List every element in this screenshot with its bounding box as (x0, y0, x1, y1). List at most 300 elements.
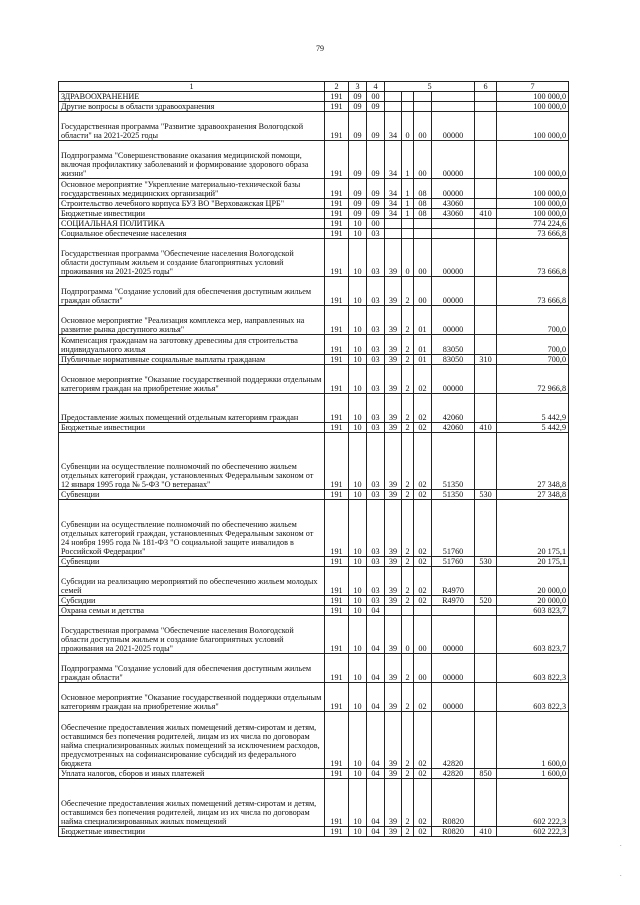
cell-ministry: 191 (325, 616, 349, 654)
cell-program: 39 (385, 335, 402, 355)
cell-name: Субвенции на осуществление полномочий по обеспечению жильем отдельных категорий граждан, установленных Федеральным законом от 12 января 1995 года № 5-ФЗ "О ветеранах" (59, 433, 325, 490)
cell-program: 39 (385, 712, 402, 769)
cell-program: 39 (385, 769, 402, 779)
cell-section: 10 (349, 490, 367, 500)
cell-direction: 00000 (432, 616, 475, 654)
cell-subprogram: 2 (402, 596, 414, 606)
table-row (59, 219, 569, 229)
cell-section: 09 (349, 92, 367, 102)
cell-program: 39 (385, 616, 402, 654)
cell-amount: 100 000,0 (497, 179, 569, 199)
cell-expense-type: 530 (475, 490, 497, 500)
cell-subsection: 03 (367, 277, 385, 306)
cell-subsection: 04 (367, 683, 385, 712)
cell-event: 00 (414, 654, 432, 683)
cell-event: 02 (414, 596, 432, 606)
cell-name: Основное мероприятие "Реализация комплекса мер, направленных на развитие рынка доступного жилья" (59, 306, 325, 335)
cell-amount: 603 822,3 (497, 683, 569, 712)
cell-section: 10 (349, 616, 367, 654)
cell-name: Подпрограмма "Создание условий для обеспечения доступным жильем граждан области" (59, 277, 325, 306)
table-row (59, 490, 569, 500)
cell-section: 10 (349, 683, 367, 712)
cell-name: Подпрограмма "Совершенствование оказания медицинской помощи, включая профилактику заболеваний и формирование здорового образа жизни" (59, 141, 325, 179)
cell-ministry: 191 (325, 209, 349, 219)
header-cell-expense-type: 6 (475, 82, 497, 92)
cell-event: 02 (414, 557, 432, 567)
cell-direction: 42820 (432, 769, 475, 779)
cell-event: 02 (414, 433, 432, 490)
cell-direction: 00000 (432, 306, 475, 335)
cell-event: 08 (414, 199, 432, 209)
cell-subsection: 03 (367, 433, 385, 490)
cell-name: Субвенции (59, 557, 325, 567)
cell-expense-type (475, 654, 497, 683)
cell-ministry: 191 (325, 394, 349, 423)
cell-direction: 42060 (432, 423, 475, 433)
cell-event: 02 (414, 500, 432, 557)
cell-expense-type (475, 229, 497, 239)
cell-program: 39 (385, 779, 402, 827)
cell-ministry: 191 (325, 365, 349, 394)
cell-amount: 700,0 (497, 335, 569, 355)
cell-subprogram: 2 (402, 335, 414, 355)
cell-subprogram: 2 (402, 277, 414, 306)
cell-section: 10 (349, 229, 367, 239)
table-row (59, 229, 569, 239)
cell-subsection: 03 (367, 365, 385, 394)
cell-subprogram: 2 (402, 423, 414, 433)
cell-section: 10 (349, 423, 367, 433)
cell-amount: 700,0 (497, 306, 569, 335)
cell-expense-type (475, 179, 497, 199)
cell-subprogram (402, 102, 414, 112)
cell-direction: R4970 (432, 596, 475, 606)
cell-name: Субвенции (59, 490, 325, 500)
cell-program: 39 (385, 557, 402, 567)
cell-direction: 42060 (432, 394, 475, 423)
cell-amount: 73 666,8 (497, 229, 569, 239)
cell-direction: R4970 (432, 567, 475, 596)
header-cell-target-article: 5 (385, 82, 475, 92)
cell-expense-type: 850 (475, 769, 497, 779)
cell-direction: 00000 (432, 654, 475, 683)
cell-expense-type: 520 (475, 596, 497, 606)
cell-subsection: 03 (367, 423, 385, 433)
cell-subsection: 03 (367, 355, 385, 365)
cell-event: 02 (414, 365, 432, 394)
cell-event: 00 (414, 112, 432, 141)
cell-subprogram: 1 (402, 209, 414, 219)
table-row (59, 112, 569, 141)
cell-amount: 602 222,3 (497, 827, 569, 837)
cell-direction: 43060 (432, 209, 475, 219)
cell-expense-type: 530 (475, 557, 497, 567)
cell-subsection: 09 (367, 102, 385, 112)
cell-amount: 603 823,7 (497, 616, 569, 654)
margin-marks: · · (619, 842, 622, 880)
cell-event (414, 229, 432, 239)
cell-name: Компенсация гражданам на заготовку древесины для строительства индивидуального жилья (59, 335, 325, 355)
cell-section: 10 (349, 433, 367, 490)
cell-subsection: 04 (367, 712, 385, 769)
cell-expense-type (475, 500, 497, 557)
cell-event (414, 606, 432, 616)
cell-name: Обеспечение предоставления жилых помещений детям-сиротам и детям, оставшимся без попечения родителей, лицам из их числа по договорам найма специализированных жилых помещений за исключением расходов, предусмотренных на софинансирование субсидий из федерального бюджета (59, 712, 325, 769)
cell-amount: 27 348,8 (497, 433, 569, 490)
cell-section: 09 (349, 112, 367, 141)
cell-subprogram (402, 229, 414, 239)
table-row (59, 277, 569, 306)
cell-program: 39 (385, 394, 402, 423)
cell-subsection: 09 (367, 112, 385, 141)
cell-amount: 100 000,0 (497, 199, 569, 209)
cell-direction: 00000 (432, 365, 475, 394)
table-header-row (59, 82, 569, 92)
cell-amount: 100 000,0 (497, 92, 569, 102)
cell-direction: 00000 (432, 141, 475, 179)
cell-subprogram: 2 (402, 712, 414, 769)
cell-ministry: 191 (325, 827, 349, 837)
cell-subsection: 00 (367, 219, 385, 229)
cell-ministry: 191 (325, 92, 349, 102)
cell-ministry: 191 (325, 683, 349, 712)
cell-ministry: 191 (325, 557, 349, 567)
cell-amount: 1 600,0 (497, 712, 569, 769)
table-row (59, 712, 569, 769)
cell-ministry: 191 (325, 355, 349, 365)
cell-section: 10 (349, 596, 367, 606)
cell-amount: 100 000,0 (497, 141, 569, 179)
cell-amount: 5 442,9 (497, 394, 569, 423)
cell-ministry: 191 (325, 596, 349, 606)
cell-program: 39 (385, 596, 402, 606)
cell-section: 10 (349, 606, 367, 616)
cell-amount: 5 442,9 (497, 423, 569, 433)
cell-subsection: 04 (367, 616, 385, 654)
cell-subprogram: 2 (402, 654, 414, 683)
cell-direction: R0820 (432, 827, 475, 837)
cell-amount: 73 666,8 (497, 277, 569, 306)
table-row (59, 769, 569, 779)
cell-subprogram (402, 92, 414, 102)
cell-direction: 42820 (432, 712, 475, 769)
cell-subsection: 03 (367, 306, 385, 335)
cell-event: 08 (414, 209, 432, 219)
cell-direction: R0820 (432, 779, 475, 827)
cell-name: Публичные нормативные социальные выплаты гражданам (59, 355, 325, 365)
cell-subsection: 09 (367, 141, 385, 179)
cell-expense-type (475, 219, 497, 229)
cell-program: 39 (385, 567, 402, 596)
cell-ministry: 191 (325, 606, 349, 616)
cell-subsection: 03 (367, 557, 385, 567)
cell-ministry: 191 (325, 779, 349, 827)
cell-expense-type (475, 616, 497, 654)
cell-section: 10 (349, 355, 367, 365)
cell-ministry: 191 (325, 654, 349, 683)
cell-subprogram: 0 (402, 616, 414, 654)
cell-subprogram: 2 (402, 365, 414, 394)
cell-program: 34 (385, 141, 402, 179)
cell-program (385, 229, 402, 239)
cell-ministry: 191 (325, 500, 349, 557)
cell-subprogram: 1 (402, 199, 414, 209)
header-cell-amount: 7 (497, 82, 569, 92)
table-row (59, 567, 569, 596)
cell-program: 34 (385, 112, 402, 141)
cell-expense-type (475, 239, 497, 277)
cell-expense-type (475, 365, 497, 394)
cell-section: 09 (349, 199, 367, 209)
cell-subprogram (402, 606, 414, 616)
cell-program: 39 (385, 239, 402, 277)
cell-direction: 00000 (432, 239, 475, 277)
cell-program: 39 (385, 365, 402, 394)
cell-section: 10 (349, 239, 367, 277)
cell-event: 00 (414, 239, 432, 277)
cell-ministry: 191 (325, 423, 349, 433)
cell-subprogram: 0 (402, 239, 414, 277)
cell-subsection: 03 (367, 335, 385, 355)
cell-name: Социальное обеспечение населения (59, 229, 325, 239)
cell-subprogram: 2 (402, 779, 414, 827)
cell-ministry: 191 (325, 712, 349, 769)
cell-subprogram: 2 (402, 500, 414, 557)
cell-subprogram: 2 (402, 557, 414, 567)
cell-program: 34 (385, 179, 402, 199)
cell-section: 10 (349, 500, 367, 557)
cell-expense-type (475, 199, 497, 209)
cell-subprogram: 0 (402, 112, 414, 141)
cell-section: 10 (349, 394, 367, 423)
cell-program: 39 (385, 423, 402, 433)
table-row (59, 92, 569, 102)
cell-subsection: 03 (367, 394, 385, 423)
cell-amount: 100 000,0 (497, 209, 569, 219)
cell-subprogram (402, 219, 414, 229)
cell-program: 39 (385, 500, 402, 557)
budget-table (58, 81, 569, 837)
table-row (59, 365, 569, 394)
cell-expense-type (475, 112, 497, 141)
table-row (59, 394, 569, 423)
cell-section: 10 (349, 335, 367, 355)
cell-name: Бюджетные инвестиции (59, 827, 325, 837)
cell-subsection: 09 (367, 199, 385, 209)
cell-expense-type (475, 92, 497, 102)
cell-subprogram: 2 (402, 355, 414, 365)
cell-subsection: 09 (367, 209, 385, 219)
cell-name: Подпрограмма "Создание условий для обеспечения доступным жильем граждан области" (59, 654, 325, 683)
cell-ministry: 191 (325, 306, 349, 335)
cell-direction: 00000 (432, 683, 475, 712)
cell-subprogram: 2 (402, 769, 414, 779)
cell-program: 39 (385, 490, 402, 500)
cell-direction: 83050 (432, 355, 475, 365)
cell-subprogram: 2 (402, 306, 414, 335)
cell-event: 02 (414, 827, 432, 837)
cell-expense-type (475, 567, 497, 596)
cell-name: Обеспечение предоставления жилых помещений детям-сиротам и детям, оставшимся без попечения родителей, лицам из их числа по договорам найма специализированных жилых помещений (59, 779, 325, 827)
cell-amount: 100 000,0 (497, 112, 569, 141)
cell-amount: 603 823,7 (497, 606, 569, 616)
table-row (59, 779, 569, 827)
table-row (59, 179, 569, 199)
cell-amount: 1 600,0 (497, 769, 569, 779)
cell-subprogram: 2 (402, 394, 414, 423)
cell-name: СОЦИАЛЬНАЯ ПОЛИТИКА (59, 219, 325, 229)
cell-ministry: 191 (325, 219, 349, 229)
cell-direction (432, 92, 475, 102)
cell-subprogram: 2 (402, 683, 414, 712)
table-row (59, 141, 569, 179)
table-row (59, 654, 569, 683)
cell-ministry: 191 (325, 769, 349, 779)
cell-section: 09 (349, 141, 367, 179)
table-row (59, 500, 569, 557)
cell-amount: 20 000,0 (497, 567, 569, 596)
cell-amount: 774 224,6 (497, 219, 569, 229)
header-cell-ministry: 2 (325, 82, 349, 92)
cell-direction: 00000 (432, 277, 475, 306)
cell-event (414, 92, 432, 102)
cell-expense-type (475, 306, 497, 335)
table-row (59, 306, 569, 335)
cell-event: 08 (414, 179, 432, 199)
cell-subsection: 03 (367, 490, 385, 500)
cell-ministry: 191 (325, 179, 349, 199)
cell-direction: 51350 (432, 433, 475, 490)
cell-program: 34 (385, 209, 402, 219)
cell-amount: 20 000,0 (497, 596, 569, 606)
cell-direction: 00000 (432, 179, 475, 199)
cell-amount: 73 666,8 (497, 239, 569, 277)
table-row (59, 433, 569, 490)
cell-amount: 72 966,8 (497, 365, 569, 394)
cell-subprogram: 1 (402, 179, 414, 199)
table-row (59, 827, 569, 837)
table-row (59, 423, 569, 433)
cell-section: 10 (349, 769, 367, 779)
table-row (59, 209, 569, 219)
cell-direction (432, 229, 475, 239)
cell-direction: 43060 (432, 199, 475, 209)
cell-section: 10 (349, 219, 367, 229)
cell-name: Основное мероприятие "Оказание государственной поддержки отдельным категориям граждан на приобретение жилья" (59, 365, 325, 394)
cell-expense-type (475, 277, 497, 306)
cell-direction: 00000 (432, 112, 475, 141)
cell-direction: 51350 (432, 490, 475, 500)
cell-amount: 603 822,3 (497, 654, 569, 683)
cell-program (385, 92, 402, 102)
cell-subprogram: 2 (402, 567, 414, 596)
cell-program: 39 (385, 433, 402, 490)
cell-program (385, 102, 402, 112)
cell-event: 00 (414, 616, 432, 654)
cell-ministry: 191 (325, 229, 349, 239)
cell-subsection: 04 (367, 779, 385, 827)
table-row (59, 557, 569, 567)
cell-section: 10 (349, 654, 367, 683)
cell-ministry: 191 (325, 490, 349, 500)
cell-direction (432, 606, 475, 616)
cell-direction: 83050 (432, 335, 475, 355)
cell-event: 02 (414, 769, 432, 779)
cell-name: Государственная программа "Обеспечение населения Вологодской области доступным жильем и создание благоприятных условий проживания на 2021-2025 годы" (59, 239, 325, 277)
cell-expense-type (475, 394, 497, 423)
cell-expense-type (475, 141, 497, 179)
header-cell-subsection: 4 (367, 82, 385, 92)
cell-program (385, 606, 402, 616)
cell-subprogram: 2 (402, 433, 414, 490)
cell-name: Бюджетные инвестиции (59, 209, 325, 219)
table-row (59, 596, 569, 606)
cell-ministry: 191 (325, 277, 349, 306)
cell-section: 10 (349, 306, 367, 335)
cell-program: 39 (385, 355, 402, 365)
header-cell-name: 1 (59, 82, 325, 92)
page-number: 79 (316, 44, 324, 53)
cell-direction (432, 219, 475, 229)
cell-amount: 700,0 (497, 355, 569, 365)
cell-event: 00 (414, 277, 432, 306)
cell-subsection: 04 (367, 769, 385, 779)
cell-amount: 20 175,1 (497, 500, 569, 557)
cell-expense-type: 310 (475, 355, 497, 365)
cell-name: Предоставление жилых помещений отдельным категориям граждан (59, 394, 325, 423)
cell-event: 02 (414, 683, 432, 712)
cell-direction: 51760 (432, 500, 475, 557)
cell-program: 39 (385, 683, 402, 712)
cell-section: 10 (349, 712, 367, 769)
cell-event: 01 (414, 306, 432, 335)
cell-section: 10 (349, 557, 367, 567)
table-row (59, 606, 569, 616)
cell-subsection: 03 (367, 229, 385, 239)
cell-event: 00 (414, 141, 432, 179)
cell-expense-type (475, 712, 497, 769)
table-row (59, 683, 569, 712)
cell-subsection: 04 (367, 827, 385, 837)
cell-subsection: 03 (367, 567, 385, 596)
cell-subprogram: 2 (402, 490, 414, 500)
cell-expense-type (475, 606, 497, 616)
cell-event: 02 (414, 567, 432, 596)
cell-ministry: 191 (325, 199, 349, 209)
cell-amount: 27 348,8 (497, 490, 569, 500)
cell-section: 10 (349, 827, 367, 837)
cell-program (385, 219, 402, 229)
cell-expense-type (475, 433, 497, 490)
cell-expense-type (475, 683, 497, 712)
cell-program: 39 (385, 306, 402, 335)
cell-name: Уплата налогов, сборов и иных платежей (59, 769, 325, 779)
cell-direction (432, 102, 475, 112)
cell-event: 02 (414, 423, 432, 433)
header-cell-section: 3 (349, 82, 367, 92)
cell-name: Государственная программа "Развитие здравоохранения Вологодской области" на 2021-2025 годы (59, 112, 325, 141)
cell-ministry: 191 (325, 112, 349, 141)
table-row (59, 335, 569, 355)
cell-expense-type: 410 (475, 827, 497, 837)
cell-event: 02 (414, 490, 432, 500)
cell-expense-type: 410 (475, 423, 497, 433)
cell-event (414, 102, 432, 112)
cell-program: 39 (385, 277, 402, 306)
cell-name: Государственная программа "Обеспечение населения Вологодской области доступным жильем и создание благоприятных условий проживания на 2021-2025 годы" (59, 616, 325, 654)
cell-name: Субсидии на реализацию мероприятий по обеспечению жильем молодых семей (59, 567, 325, 596)
cell-section: 09 (349, 179, 367, 199)
